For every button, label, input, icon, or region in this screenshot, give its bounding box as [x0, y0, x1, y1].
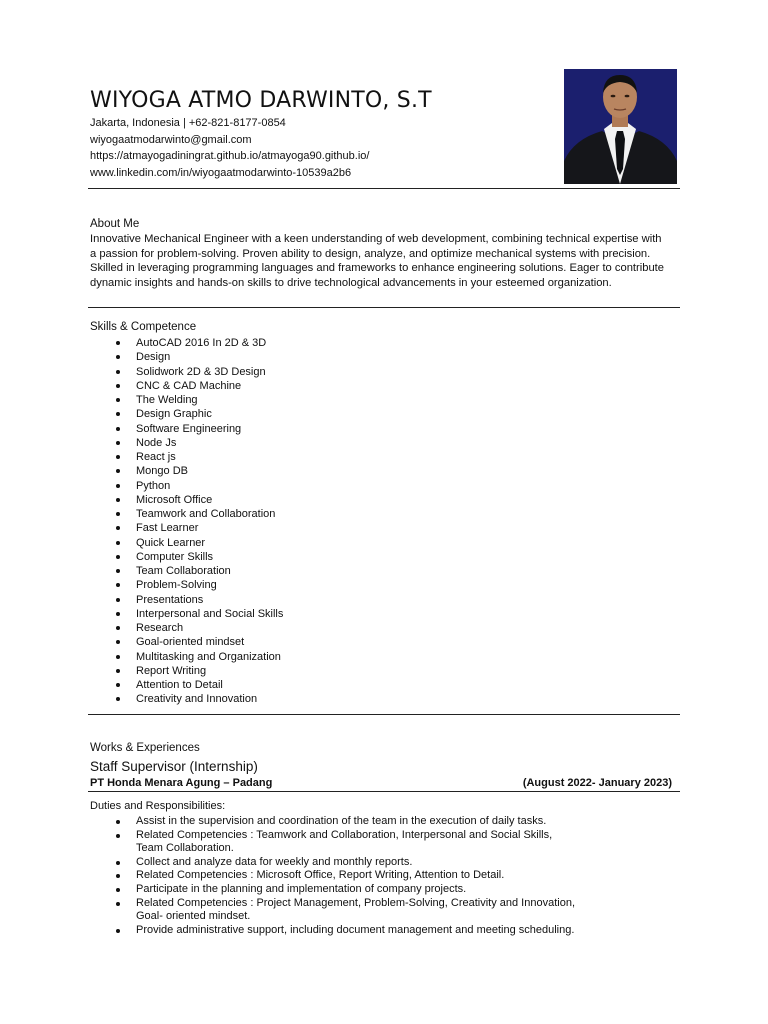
- skill-item: Fast Learner: [116, 521, 283, 535]
- location-phone: Jakarta, Indonesia | +62-821-8177-0854: [90, 117, 286, 129]
- skill-item: Software Engineering: [116, 422, 283, 436]
- duty-item: [116, 829, 656, 856]
- skill-item: Quick Learner: [116, 536, 283, 550]
- skill-item: Design Graphic: [116, 407, 283, 421]
- skill-item: Computer Skills: [116, 550, 283, 564]
- duty-text: Participate in the planning and implementation of company projects.: [136, 882, 467, 895]
- skills-list: [116, 336, 283, 707]
- skill-item: Research: [116, 621, 283, 635]
- duty-item: [116, 815, 656, 829]
- duties-heading: Duties and Responsibilities:: [90, 800, 226, 812]
- header-divider: [88, 188, 680, 189]
- skills-divider: [88, 714, 680, 715]
- skill-item: Microsoft Office: [116, 493, 283, 507]
- skill-item: AutoCAD 2016 In 2D & 3D: [116, 336, 283, 350]
- duty-text: Related Competencies : Teamwork and Collaboration, Interpersonal and Social Skills,: [136, 828, 553, 841]
- duty-item: [116, 924, 656, 938]
- skill-item: Presentations: [116, 593, 283, 607]
- skill-item: CNC & CAD Machine: [116, 379, 283, 393]
- duty-item: [116, 897, 656, 924]
- duty-text: Related Competencies : Project Management, Problem-Solving, Creativity and Innovation,: [136, 896, 576, 909]
- experience-title: Works & Experiences: [90, 742, 200, 754]
- skill-item: Multitasking and Organization: [116, 650, 283, 664]
- skill-item: Report Writing: [116, 664, 283, 678]
- skill-item: Interpersonal and Social Skills: [116, 607, 283, 621]
- duty-item: [116, 869, 656, 883]
- skill-item: Team Collaboration: [116, 564, 283, 578]
- linkedin-link[interactable]: www.linkedin.com/in/wiyogaatmodarwinto-10539a2b6: [90, 166, 352, 179]
- about-divider: [88, 307, 680, 308]
- skill-item: Python: [116, 479, 283, 493]
- skill-item: Solidwork 2D & 3D Design: [116, 365, 283, 379]
- company-name: PT Honda Menara Agung – Padang: [90, 777, 273, 789]
- duties-list: [116, 815, 656, 937]
- duty-item: [116, 856, 656, 870]
- duty-text: Provide administrative support, including document management and meeting scheduling.: [136, 923, 575, 936]
- job-divider: [88, 791, 680, 792]
- skill-item: Design: [116, 350, 283, 364]
- employment-dates: (August 2022- January 2023): [522, 777, 672, 789]
- job-title: Staff Supervisor (Internship): [90, 759, 258, 774]
- about-title: About Me: [90, 218, 140, 230]
- skill-item: The Welding: [116, 393, 283, 407]
- duty-item: [116, 883, 656, 897]
- website-link[interactable]: https://atmayogadiningrat.github.io/atmayoga90.github.io/: [90, 150, 370, 162]
- duty-text-continued: Goal- oriented mindset.: [136, 910, 251, 923]
- skill-item: Node Js: [116, 436, 283, 450]
- email-link[interactable]: wiyogaatmodarwinto@gmail.com: [90, 133, 252, 146]
- skill-item: Creativity and Innovation: [116, 692, 283, 706]
- skill-item: Problem-Solving: [116, 578, 283, 592]
- skill-item: Goal-oriented mindset: [116, 635, 283, 649]
- duty-text-continued: Team Collaboration.: [136, 842, 234, 855]
- skill-item: Teamwork and Collaboration: [116, 507, 283, 521]
- duty-text: Related Competencies : Microsoft Office, Report Writing, Attention to Detail.: [136, 869, 505, 882]
- skills-title: Skills & Competence: [90, 321, 197, 333]
- candidate-name: WIYOGA ATMO DARWINTO, S.T: [90, 88, 432, 113]
- skill-item: Mongo DB: [116, 464, 283, 478]
- skill-item: React js: [116, 450, 283, 464]
- contact-block: [90, 115, 369, 181]
- duty-text: Collect and analyze data for weekly and monthly reports.: [136, 855, 413, 868]
- profile-photo: [564, 69, 677, 184]
- about-text: Innovative Mechanical Engineer with a keen understanding of web development, combining technical expertise with a passion for problem-solving. Proven ability to design, analyze, and optimize mechanical systems with precision. Skilled in leveraging programming languages and frameworks to enhance engineering solutions. Eager to contribute dynamic insights and hands-on skills to drive technological advancements in your esteemed organization.: [90, 233, 665, 290]
- skill-item: Attention to Detail: [116, 678, 283, 692]
- duty-text: Assist in the supervision and coordination of the team in the execution of daily tasks.: [136, 815, 547, 827]
